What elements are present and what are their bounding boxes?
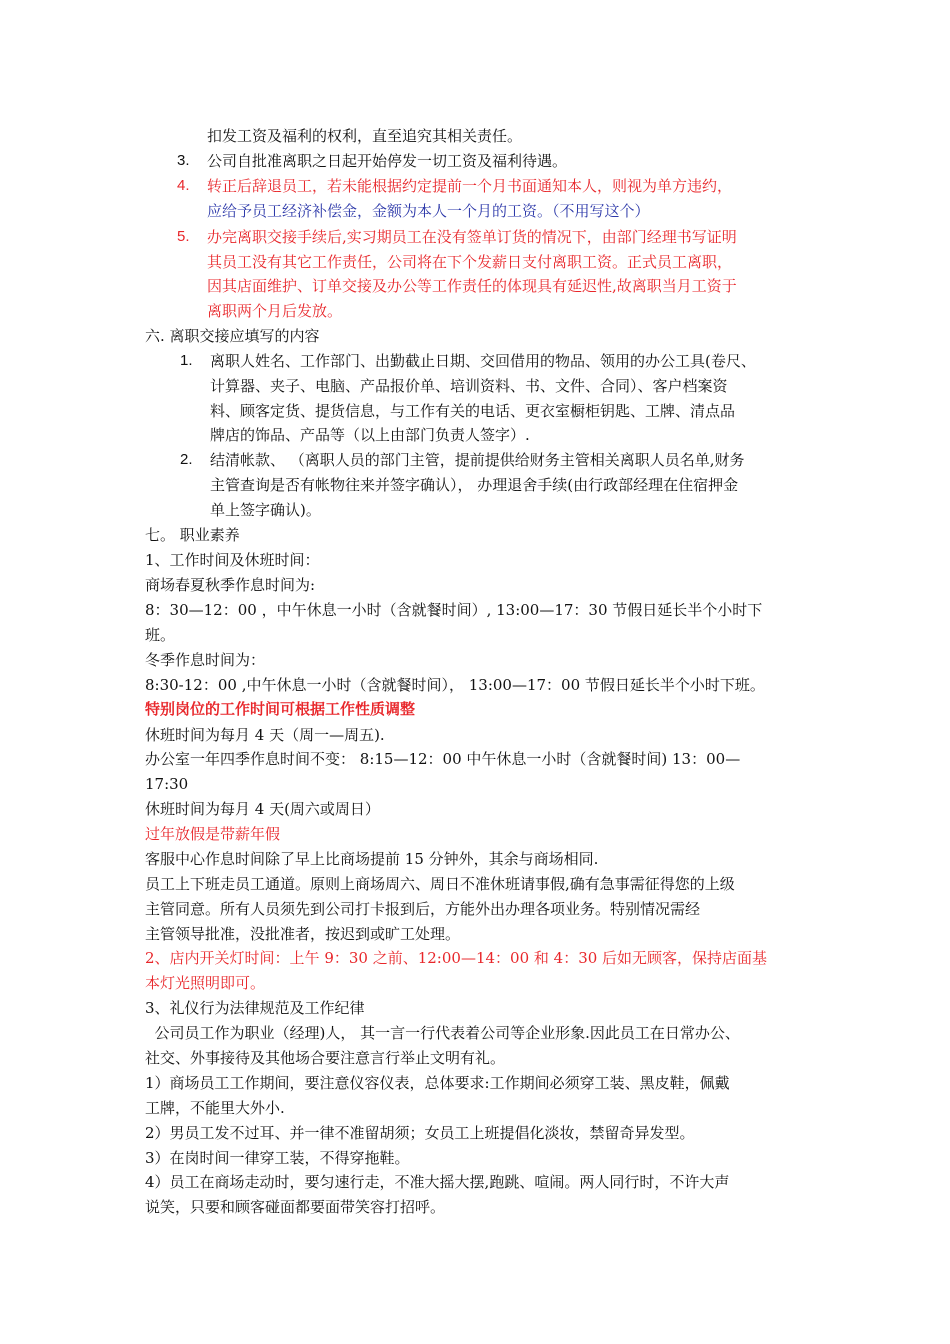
- paragraph-line: 料、顾客定货、提货信息，与工作有关的电话、更衣室橱柜钥匙、工牌、清点品: [210, 402, 736, 420]
- paragraph-line: 主管查询是否有帐物往来并签字确认）， 办理退舍手续(由行政部经理在住宿押金: [210, 476, 739, 494]
- list-number: 1.: [180, 352, 193, 369]
- paragraph-line: 社交、外事接待及其他场合要注意言行举止文明有礼。: [145, 1049, 506, 1067]
- paragraph-line: 4）员工在商场走动时，要匀速行走，不准大摇大摆,跑跳、喧闹。两人同行时，不许大声: [145, 1173, 730, 1191]
- paragraph-line: 公司自批准离职之日起开始停发一切工资及福利待遇。: [207, 152, 568, 170]
- paragraph-line-blue: 应给予员工经济补偿金，金额为本人一个月的工资。（不用写这个）: [207, 202, 650, 220]
- paragraph-line: 牌店的饰品、产品等（以上由部门负责人签字）.: [210, 426, 530, 444]
- paragraph-line: 休班时间为每月 4 天（周一—周五).: [145, 726, 385, 744]
- section-heading: 六. 离职交接应填写的内容: [145, 327, 320, 345]
- paragraph-line: 单上签字确认)。: [210, 501, 321, 519]
- paragraph-line-red: 办完离职交接手续后,实习期员工在没有签单订货的情况下，由部门经理书写证明: [207, 228, 737, 246]
- paragraph-line: 班。: [145, 626, 176, 644]
- paragraph-line-red: 离职两个月后发放。: [207, 302, 343, 320]
- paragraph-line: 1）商场员工工作期间，要注意仪容仪表，总体要求:工作期间必须穿工装、黑皮鞋，佩戴: [145, 1074, 730, 1092]
- paragraph-line: 工牌，不能里大外小.: [145, 1099, 285, 1117]
- section-heading: 七。 职业素养: [145, 526, 240, 544]
- paragraph-line: 员工上下班走员工通道。原则上商场周六、周日不准休班请事假,确有急事需征得您的上级: [145, 875, 735, 893]
- paragraph-line: 休班时间为每月 4 天(周六或周日）: [145, 800, 380, 818]
- paragraph-line: 3）在岗时间一律穿工装，不得穿拖鞋。: [145, 1149, 410, 1167]
- paragraph-line: 3、礼仪行为法律规范及工作纪律: [145, 999, 365, 1017]
- paragraph-line: 扣发工资及福利的权利，直至追究其相关责任。: [207, 127, 523, 145]
- paragraph-line: 离职人姓名、工作部门、出勤截止日期、交回借用的物品、领用的办公工具(卷尺、: [210, 352, 756, 370]
- list-number: 2.: [180, 451, 193, 468]
- paragraph-line-red: 转正后辞退员工，若未能根据约定提前一个月书面通知本人，则视为单方违约，: [207, 177, 733, 195]
- paragraph-line-red: 过年放假是带薪年假: [145, 825, 281, 843]
- list-number: 5.: [177, 228, 190, 245]
- paragraph-line-red: 因其店面维护、订单交接及办公等工作责任的体现具有延迟性,故离职当月工资于: [207, 277, 737, 295]
- paragraph-line: 计算器、夹子、电脑、产品报价单、培训资料、书、文件、合同）、客户档案资: [210, 377, 728, 395]
- paragraph-line: 8:30-12：00 ,中午休息一小时（含就餐时间）， 13:00—17：00 节假日延长半个小时下班。: [145, 676, 765, 694]
- paragraph-line: 结清帐款、 （离职人员的部门主管，提前提供给财务主管相关离职人员名单,财务: [210, 451, 745, 469]
- highlight-line: 特别岗位的工作时间可根据工作性质调整: [145, 701, 416, 718]
- paragraph-line: 客服中心作息时间除了早上比商场提前 15 分钟外，其余与商场相同.: [145, 850, 599, 868]
- list-number: 4.: [177, 177, 190, 194]
- paragraph-line-red: 本灯光照明即可。: [145, 974, 266, 992]
- list-number: 3.: [177, 152, 190, 169]
- paragraph-line-red: 2、店内开关灯时间：上午 9：30 之前、12:00—14：00 和 4：30 后如无顾客，保持店面基: [145, 949, 768, 967]
- paragraph-line: 商场春夏秋季作息时间为:: [145, 576, 316, 594]
- paragraph-line: 主管领导批准，没批准者，按迟到或旷工处理。: [145, 925, 461, 943]
- paragraph-line-red: 其员工没有其它工作责任，公司将在下个发薪日支付离职工资。正式员工离职，: [207, 253, 733, 271]
- paragraph-line: 1、工作时间及休班时间：: [145, 551, 320, 569]
- paragraph-line: 办公室一年四季作息时间不变： 8:15—12：00 中午休息一小时（含就餐时间) 13：00—: [145, 750, 741, 768]
- paragraph-line: 公司员工作为职业（经理)人， 其一言一行代表着公司等企业形象.因此员工在日常办公、: [145, 1024, 740, 1042]
- paragraph-line: 2）男员工发不过耳、并一律不准留胡须；女员工上班提倡化淡妆，禁留奇异发型。: [145, 1124, 695, 1142]
- paragraph-line: 冬季作息时间为：: [145, 651, 266, 669]
- paragraph-line: 17:30: [145, 775, 189, 793]
- paragraph-line: 8：30—12：00 ，中午休息一小时（含就餐时间）, 13:00—17：30 节假日延长半个小时下: [145, 601, 763, 619]
- paragraph-line: 主管同意。所有人员须先到公司打卡报到后，方能外出办理各项业务。特别情况需经: [145, 900, 701, 918]
- paragraph-line: 说笑，只要和顾客碰面都要面带笑容打招呼。: [145, 1198, 446, 1216]
